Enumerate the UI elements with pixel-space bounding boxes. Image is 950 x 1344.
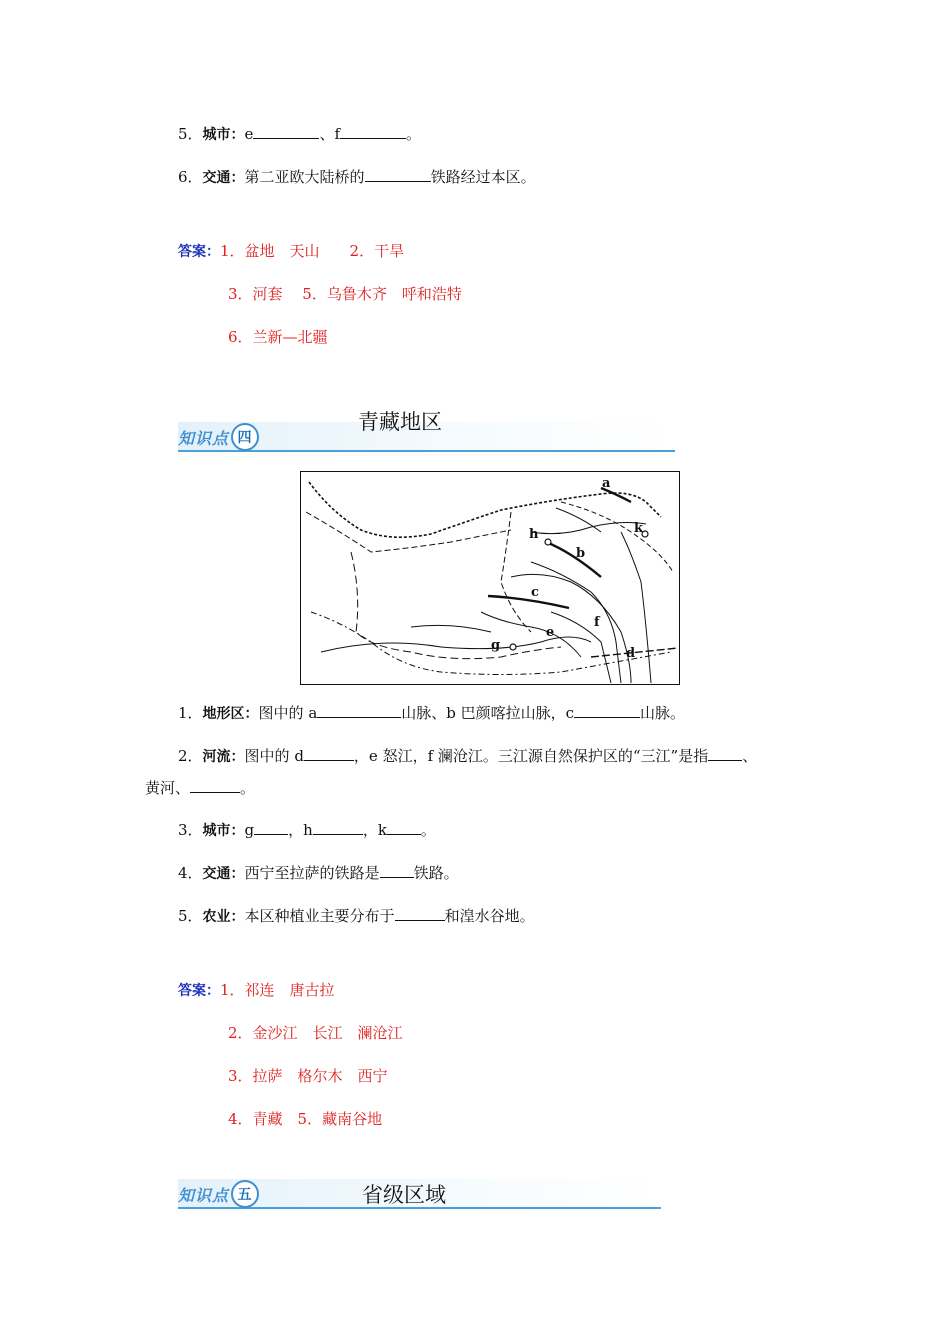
badge-number: 五 bbox=[231, 1180, 259, 1208]
question-1-terrain: 1．地形区：图中的 a 山脉、b 巴颜喀拉山脉，c 山脉。 bbox=[178, 704, 686, 722]
fill-blank bbox=[365, 167, 431, 182]
city-marker-g bbox=[510, 644, 516, 650]
city-marker-h bbox=[545, 539, 551, 545]
knowledge-point-badge: 知识点 四 bbox=[178, 425, 259, 449]
answer-block-3: 答案：1．盆地 天山 2．干旱 bbox=[178, 242, 405, 260]
answer-line: 3．河套 5．乌鲁木齐 呼和浩特 bbox=[228, 285, 462, 303]
fill-blank bbox=[254, 820, 288, 835]
map-label-h: h bbox=[529, 527, 539, 542]
fill-blank bbox=[380, 863, 414, 878]
map-label-d: d bbox=[626, 646, 636, 661]
section-header-provincial bbox=[178, 1175, 661, 1209]
map-label-b: b bbox=[576, 546, 586, 561]
map-label-e: e bbox=[546, 625, 555, 640]
question-2-continued: 黄河、 。 bbox=[145, 779, 256, 797]
answer-label: 答案： bbox=[178, 983, 220, 999]
header-underline bbox=[178, 450, 675, 452]
fill-blank bbox=[317, 703, 401, 718]
map-label-g: g bbox=[491, 638, 501, 653]
answer-line: 6．兰新—北疆 bbox=[228, 328, 328, 346]
map-label-a: a bbox=[602, 476, 611, 491]
fill-blank bbox=[313, 820, 363, 835]
fill-blank bbox=[253, 124, 319, 139]
fill-blank bbox=[708, 746, 742, 761]
fill-blank bbox=[304, 746, 354, 761]
question-2-rivers: 2．河流：图中的 d ，e 怒江，f 澜沧江。三江源自然保护区的“三江”是指 、 bbox=[178, 747, 758, 765]
badge-number: 四 bbox=[231, 423, 259, 451]
fill-blank bbox=[574, 703, 640, 718]
section-title: 青藏地区 bbox=[358, 410, 442, 434]
map-label-f: f bbox=[594, 615, 600, 630]
question-5-city: 5．城市：e 、f 。 bbox=[178, 125, 422, 143]
question-3-cities: 3．城市：g ，h ，k 。 bbox=[178, 821, 436, 839]
section-header-qingzang bbox=[178, 410, 675, 452]
map-drawing bbox=[301, 472, 678, 683]
question-5-agriculture: 5．农业：本区种植业主要分布于 和湟水谷地。 bbox=[178, 907, 535, 925]
fill-blank bbox=[190, 778, 240, 793]
fill-blank bbox=[387, 820, 421, 835]
fill-blank bbox=[395, 906, 445, 921]
answer-line: 4．青藏 5．藏南谷地 bbox=[228, 1110, 383, 1128]
answer-block-4: 答案：1．祁连 唐古拉 bbox=[178, 981, 335, 999]
qingzang-map bbox=[300, 471, 680, 685]
answer-line: 3．拉萨 格尔木 西宁 bbox=[228, 1067, 388, 1085]
answer-label: 答案： bbox=[178, 244, 220, 260]
map-label-c: c bbox=[531, 585, 539, 600]
question-4-transport: 4．交通：西宁至拉萨的铁路是 铁路。 bbox=[178, 864, 459, 882]
section-title: 省级区域 bbox=[362, 1183, 446, 1207]
fill-blank bbox=[340, 124, 406, 139]
question-6-transport: 6．交通：第二亚欧大陆桥的 铁路经过本区。 bbox=[178, 168, 536, 186]
map-label-k: k bbox=[634, 521, 644, 536]
answer-line: 2．金沙江 长江 澜沧江 bbox=[228, 1024, 403, 1042]
knowledge-point-badge: 知识点 五 bbox=[178, 1182, 259, 1206]
